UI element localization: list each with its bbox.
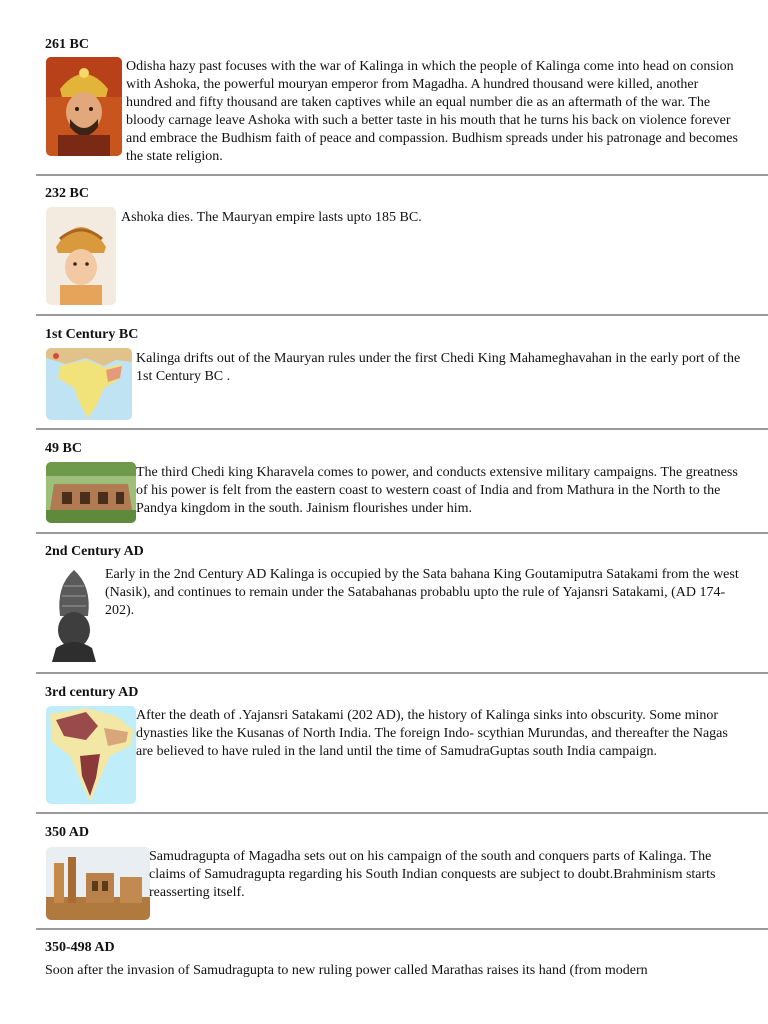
entry-heading-232-bc: 232 BC — [45, 186, 89, 201]
ashoka-illustration-image — [46, 207, 116, 305]
section-divider — [36, 532, 768, 534]
entry-heading-261-bc: 261 BC — [45, 37, 89, 52]
entry-heading-350-498-ad: 350-498 AD — [45, 940, 115, 955]
section-divider — [36, 928, 768, 930]
entry-heading-350-ad: 350 AD — [45, 825, 89, 840]
entry-heading-2nd-century-ad: 2nd Century AD — [45, 544, 144, 559]
entry-text-261-bc: Odisha hazy past focuses with the war of Kalinga in which the people of Kalinga come into head on consion with Ashoka, the powerful mouryan emperor from Magadha. A hundred thousand were killed, another hundred and fifty thousand are taken captives while an equal number die as an aftermath of the war. The bloody carnage leave Ashoka with such a better taste in his mouth that he turns his back on violence forever and embrace the Budhism faith of peace and compassion. Budhism spreads under his patronage and becomes the state religion. — [126, 59, 738, 164]
ancient-ruins-image — [46, 847, 150, 920]
section-divider — [36, 428, 768, 430]
section-divider — [36, 812, 768, 814]
section-divider — [36, 314, 768, 316]
section-divider — [36, 174, 768, 176]
section-divider — [36, 672, 768, 674]
entry-text-1st-century-bc: Kalinga drifts out of the Mauryan rules under the first Chedi King Mahameghavahan in the early port of the 1st Century BC . — [136, 351, 741, 384]
entry-text-3rd-century-ad: After the death of .Yajansri Satakami (202 AD), the history of Kalinga sinks into obscurity. Some minor dynasties like the Kusanas of North India. The foreign Indo- scythian Murundas, and thereafter the Nagas are believed to have ruled in the land until the time of SamudraGuptas south India campaign. — [136, 708, 728, 759]
ashoka-portrait-image — [46, 57, 122, 156]
entry-text-232-bc: Ashoka dies. The Mauryan empire lasts upto 185 BC. — [121, 210, 422, 225]
entry-heading-1st-century-bc: 1st Century BC — [45, 327, 139, 342]
kusana-map-image — [46, 706, 136, 804]
entry-text-2nd-century-ad: Early in the 2nd Century AD Kalinga is occupied by the Sata bahana King Goutamiputra Satakami from the west (Nasik), and continues to remain under the Satabahanas probablu upto the rule of Yajansri Satakami, (AD 174-202). — [105, 567, 739, 618]
entry-heading-49-bc: 49 BC — [45, 441, 82, 456]
satavahana-sculpture-image — [46, 566, 102, 662]
entry-text-350-498-ad: Soon after the invasion of Samudragupta to new ruling power called Marathas raises its hand (from modern — [45, 963, 648, 978]
entry-heading-3rd-century-ad: 3rd century AD — [45, 685, 139, 700]
entry-text-49-bc: The third Chedi king Kharavela comes to power, and conducts extensive military campaigns. The greatness of his power is felt from the eastern coast to western coast of India and from Mathura in the North to the Pandya kingdom in the south. Jainism flourishes under him. — [136, 465, 738, 516]
udayagiri-caves-image — [46, 462, 136, 523]
mauryan-map-image — [46, 348, 132, 420]
entry-text-350-ad: Samudragupta of Magadha sets out on his campaign of the south and conquers parts of Kalinga. The claims of Samudragupta regarding his South Indian conquests are subject to doubt.Brahminism starts reasserting itself. — [149, 849, 716, 900]
